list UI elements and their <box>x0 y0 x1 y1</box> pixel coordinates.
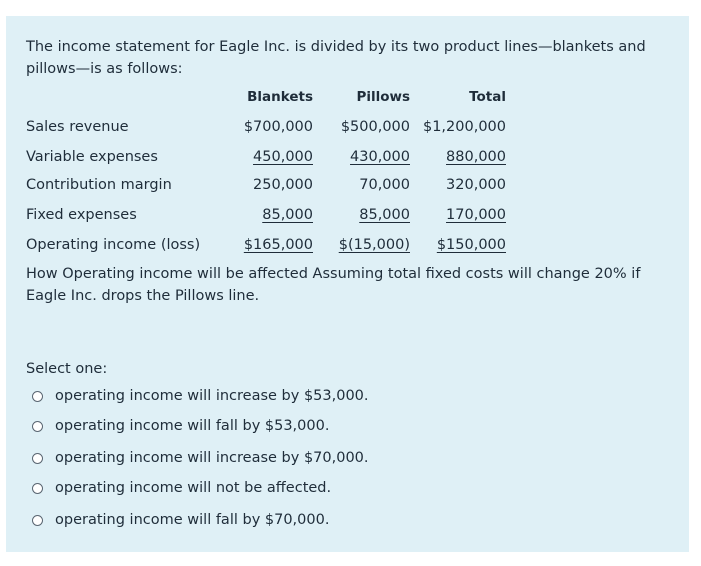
answer-option-2[interactable] <box>32 415 329 437</box>
cell-fixed-blankets: 85,000 <box>262 207 313 223</box>
select-one-label: Select one: <box>26 361 108 377</box>
radio-button[interactable] <box>32 483 43 494</box>
answer-option-label: operating income will fall by $70,000. <box>55 512 330 528</box>
answer-option-label: operating income will fall by $53,000. <box>55 418 330 434</box>
cell-contribution-blankets: 250,000 <box>253 177 313 193</box>
row-label-variable-expenses: Variable expenses <box>26 149 158 165</box>
row-label-fixed-expenses: Fixed expenses <box>26 207 137 223</box>
cell-sales-total: $1,200,000 <box>422 119 506 135</box>
cell-variable-pillows: 430,000 <box>350 149 410 165</box>
answer-option-5[interactable] <box>32 509 329 531</box>
cell-sales-pillows: $500,000 <box>340 119 410 135</box>
answer-option-label: operating income will increase by $53,000. <box>55 388 369 404</box>
cell-operating-pillows: $(15,000) <box>338 237 410 253</box>
header-blankets: Blankets <box>247 89 313 105</box>
question-prompt: How Operating income will be affected Assuming total fixed costs will change 20% if Eagle Inc. drops the Pillows line. <box>26 266 641 304</box>
radio-button[interactable] <box>32 515 43 526</box>
cell-variable-blankets: 450,000 <box>253 149 313 165</box>
answer-option-4[interactable] <box>32 477 331 499</box>
row-label-contribution-margin: Contribution margin <box>26 177 172 193</box>
header-pillows: Pillows <box>356 89 410 105</box>
cell-operating-blankets: $165,000 <box>243 237 313 253</box>
cell-operating-total: $150,000 <box>436 237 506 253</box>
question-intro: The income statement for Eagle Inc. is divided by its two product lines—blankets and pillows—is as follows: <box>26 39 646 77</box>
row-label-operating-income: Operating income (loss) <box>26 237 201 253</box>
answer-option-label: operating income will not be affected. <box>55 480 332 496</box>
radio-button[interactable] <box>32 421 43 432</box>
header-total: Total <box>469 89 506 105</box>
question-card <box>6 16 689 552</box>
radio-button[interactable] <box>32 391 43 402</box>
radio-button[interactable] <box>32 453 43 464</box>
answer-option-label: operating income will increase by $70,000. <box>55 450 369 466</box>
row-label-sales-revenue: Sales revenue <box>26 119 129 135</box>
cell-fixed-total: 170,000 <box>446 207 506 223</box>
cell-variable-total: 880,000 <box>446 149 506 165</box>
cell-contribution-pillows: 70,000 <box>359 177 410 193</box>
cell-sales-blankets: $700,000 <box>243 119 313 135</box>
cell-fixed-pillows: 85,000 <box>359 207 410 223</box>
answer-option-3[interactable] <box>32 447 369 469</box>
cell-contribution-total: 320,000 <box>446 177 506 193</box>
answer-option-1[interactable] <box>32 385 369 407</box>
